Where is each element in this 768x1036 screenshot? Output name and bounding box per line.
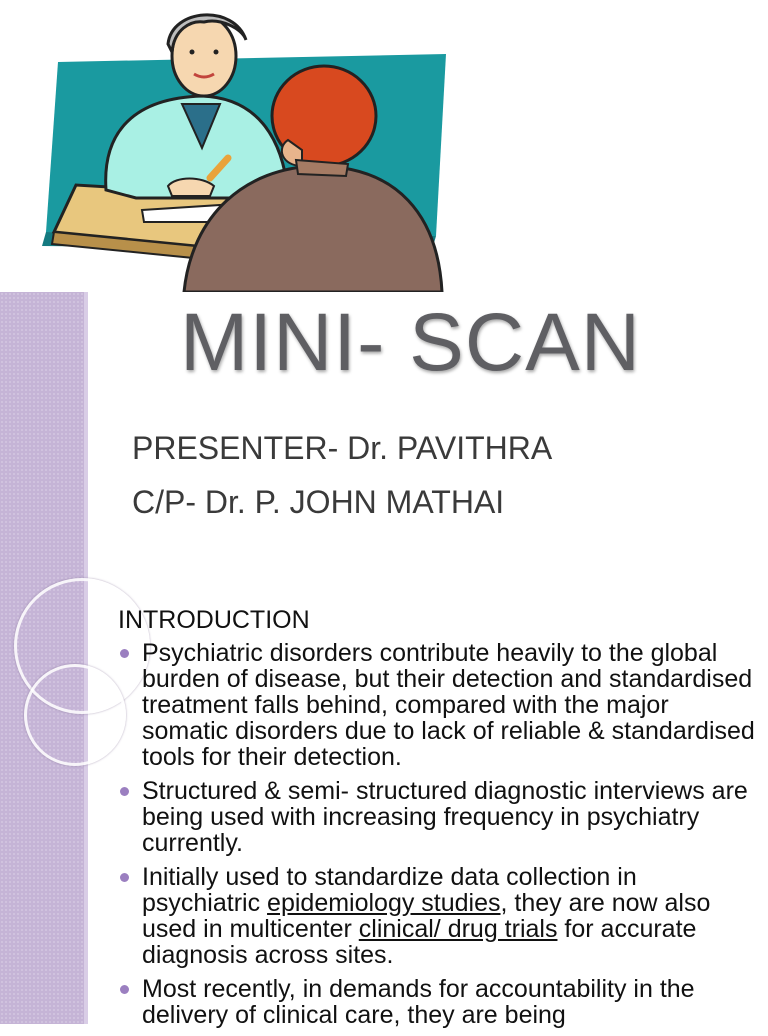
slide-title: MINI- SCAN: [180, 297, 641, 388]
bullet-dot-icon: [120, 787, 129, 796]
bullet-text: Structured & semi- structured diagnostic interviews are being used with increasing frequency in psychiatry currently.: [142, 777, 748, 857]
doctor-patient-clipart-icon: [6, 0, 484, 292]
bullet-text-part: , they are now also used in multicenter: [142, 889, 711, 943]
link-clinical-drug-trials: clinical/ drug trials: [358, 915, 558, 943]
bullet-text-part: Initially used to standardize data collection in psychiatric: [142, 863, 637, 917]
bullet-text-part: for accurate diagnosis across sites.: [142, 915, 697, 969]
bullet-list: [118, 640, 758, 1036]
decorative-ring-icon: [24, 664, 126, 766]
bullet-text: Psychiatric disorders contribute heavily to the global burden of disease, but their detection and standardised treatment falls behind, compared with the major somatic disorders due to lack of reliable & standardised tools for their detection.: [142, 639, 755, 771]
list-item: [118, 864, 758, 968]
bullet-text: Most recently, in demands for accountability in the delivery of clinical care, they are being: [142, 975, 695, 1029]
presenter-line: PRESENTER- Dr. PAVITHRA: [132, 430, 553, 466]
list-item: [118, 778, 758, 856]
cp-line: C/P- Dr. P. JOHN MATHAI: [132, 484, 505, 520]
list-item: [118, 640, 758, 770]
bullet-dot-icon: [120, 985, 129, 994]
list-item: [118, 976, 758, 1028]
bullet-dot-icon: [120, 873, 129, 882]
section-heading: INTRODUCTION: [118, 606, 310, 634]
bullet-dot-icon: [120, 649, 129, 658]
link-epidemiology-studies: epidemiology studies: [267, 889, 501, 917]
